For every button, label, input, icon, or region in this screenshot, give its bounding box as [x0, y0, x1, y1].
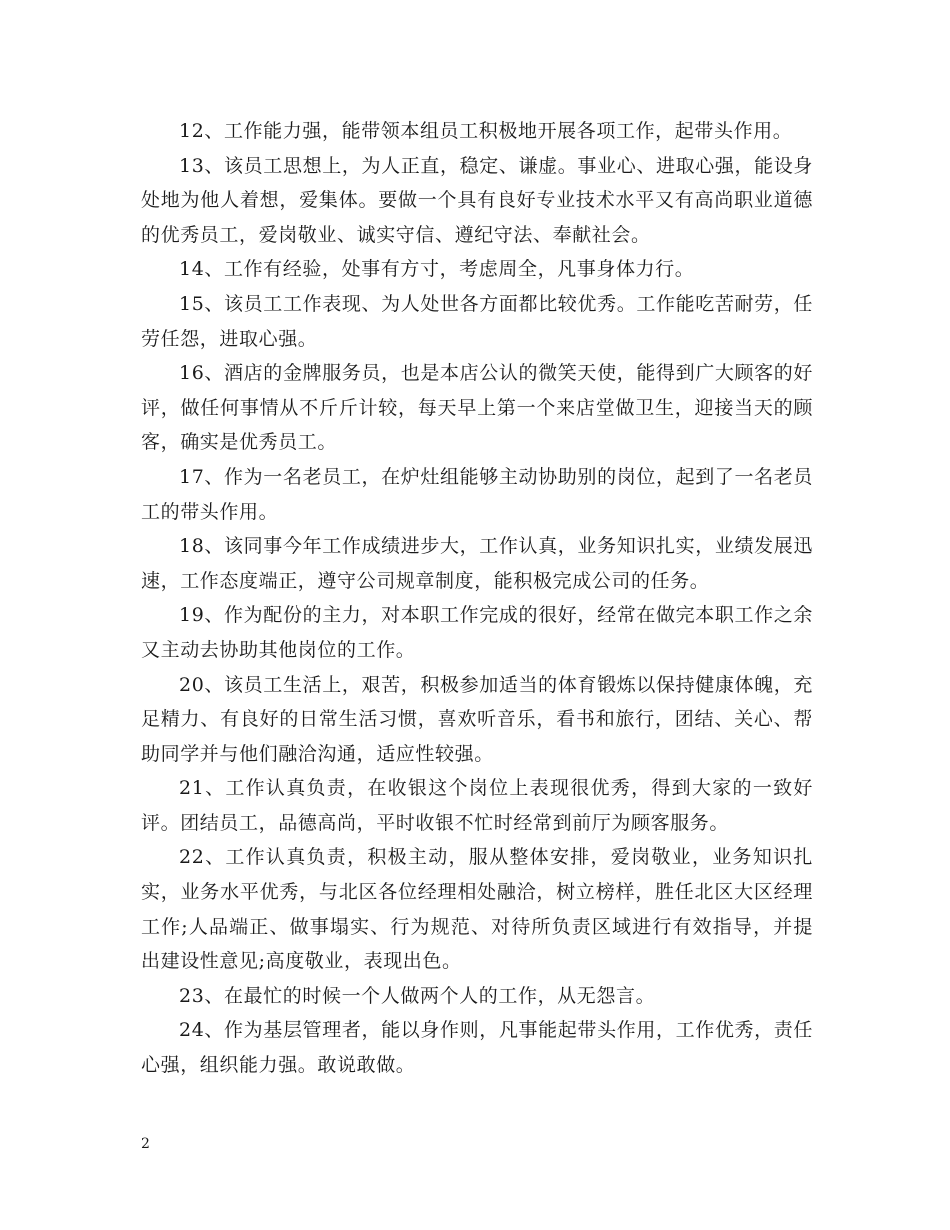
paragraph-24: 24、作为基层管理者，能以身作则，凡事能起带头作用，工作优秀，责任心强，组织能力强。敢说敢做。	[141, 1019, 813, 1077]
page-number: 2	[141, 1136, 150, 1152]
paragraph-14: 14、工作有经验，处事有方寸，考虑周全，凡事身体力行。	[179, 258, 695, 281]
paragraph-19: 19、作为配份的主力，对本职工作完成的很好，经常在做完本职工作之余又主动去协助其他岗位的工作。	[141, 604, 813, 661]
paragraph-22: 22、工作认真负责，积极主动，服从整体安排，爱岗敬业，业务知识扎实，业务水平优秀，与北区各位经理相处融洽，树立榜样，胜任北区大区经理工作;人品端正、做事塌实、行为规范、对待所负责区域进行有效指导，并提出建设性意见;高度敬业，表现出色。	[141, 846, 813, 973]
paragraph-21: 21、工作认真负责，在收银这个岗位上表现很优秀，得到大家的一致好评。团结员工，品德高尚，平时收银不忙时经常到前厅为顾客服务。	[141, 777, 813, 834]
paragraph-13: 13、该员工思想上，为人正直，稳定、谦虚。事业心、进取心强，能设身处地为他人着想，爱集体。要做一个具有良好专业技术水平又有高尚职业道德的优秀员工，爱岗敬业、诚实守信、遵纪守法、奉献社会。	[141, 154, 813, 246]
paragraph-20: 20、该员工生活上，艰苦，积极参加适当的体育锻炼以保持健康体魄，充足精力、有良好的日常生活习惯，喜欢听音乐，看书和旅行，团结、关心、帮助同学并与他们融洽沟通，适应性较强。	[141, 673, 813, 765]
paragraph-17: 17、作为一名老员工，在炉灶组能够主动协助别的岗位，起到了一名老员工的带头作用。	[141, 465, 813, 523]
document-body	[141, 114, 813, 1083]
paragraph-15: 15、该员工工作表现、为人处世各方面都比较优秀。工作能吃苦耐劳，任劳任怨，进取心强。	[141, 292, 813, 350]
paragraph-12: 12、工作能力强，能带领本组员工积极地开展各项工作，起带头作用。	[179, 120, 793, 142]
paragraph-23: 23、在最忙的时候一个人做两个人的工作，从无怨言。	[179, 984, 656, 1007]
paragraph-16: 16、酒店的金牌服务员，也是本店公认的微笑天使，能得到广大顾客的好评，做任何事情从不斤斤计较，每天早上第一个来店堂做卫生，迎接当天的顾客，确实是优秀员工。	[141, 362, 813, 454]
paragraph-18: 18、该同事今年工作成绩进步大，工作认真，业务知识扎实，业绩发展迅速，工作态度端正，遵守公司规章制度，能积极完成公司的任务。	[141, 535, 813, 592]
